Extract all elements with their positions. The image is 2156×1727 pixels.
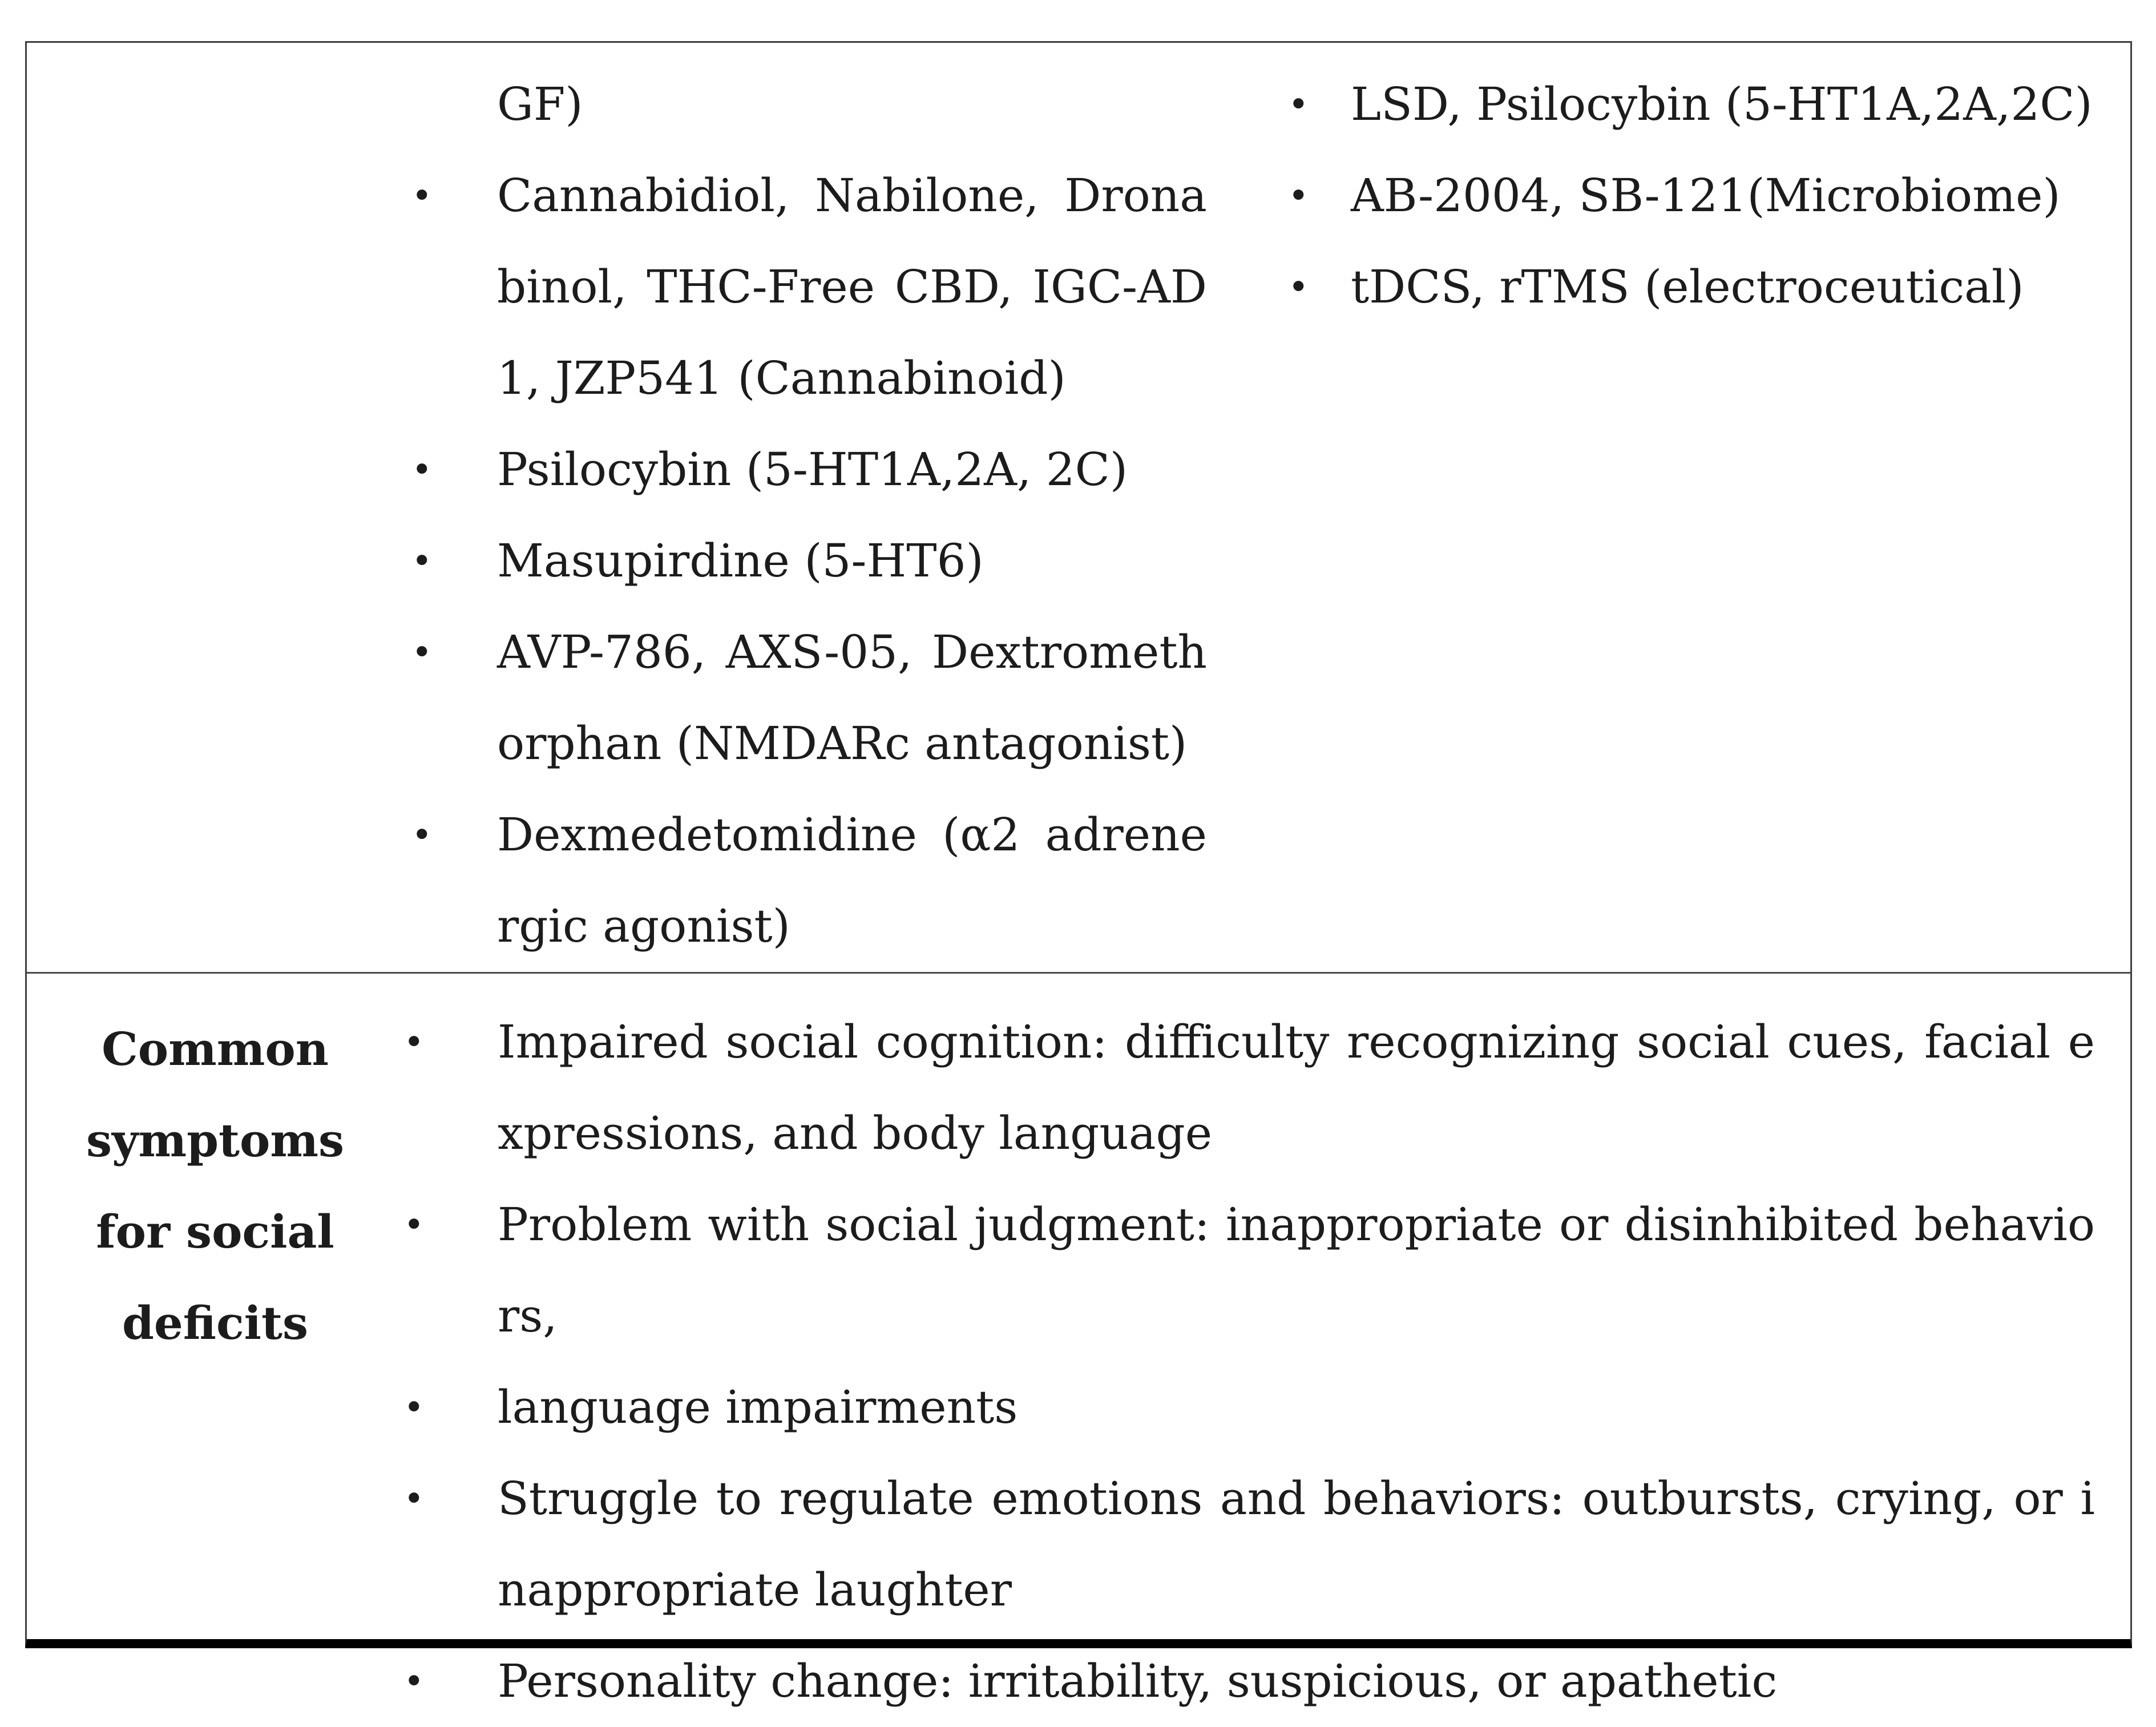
list-item <box>411 789 1214 972</box>
table-row-social-symptoms <box>27 972 2130 1708</box>
bullet-icon: • <box>403 1204 425 1245</box>
bullet-icon: • <box>411 540 433 582</box>
list-item <box>403 1636 2102 1727</box>
list-item-text: Cannabidiol, Nabilone, Dronabinol, THC-Free CBD, IGC-AD1, JZP541 (Cannabinoid) <box>497 169 1207 405</box>
treatments-symptoms-table <box>25 41 2132 1708</box>
list-item-text: Impaired social cognition: difficulty recognizing social cues, facial expressions, and body language <box>498 1015 2095 1160</box>
list-item <box>403 1179 2102 1362</box>
list-item <box>411 607 1214 789</box>
list-item <box>411 424 1214 515</box>
list-item-text: LSD, Psilocybin (5-HT1A,2A,2C) <box>1351 78 2093 131</box>
symptoms-bullet-list <box>403 996 2102 1727</box>
bullet-icon: • <box>1288 83 1309 125</box>
list-item-text: AB-2004, SB-121(Microbiome) <box>1351 169 2061 222</box>
symptoms-list-cell <box>403 996 2130 1708</box>
list-item-text: tDCS, rTMS (electroceutical) <box>1351 260 2024 313</box>
treatment-bullet-list-right <box>1288 59 2130 333</box>
list-item <box>1288 59 2130 150</box>
treatment-bullet-list-left <box>411 150 1214 972</box>
list-item <box>403 1362 2102 1453</box>
bullet-icon: • <box>403 1021 425 1063</box>
row-header-cell-empty <box>27 59 403 972</box>
bullet-icon: • <box>1288 266 1309 308</box>
list-item <box>1288 150 2130 241</box>
list-item-text: Personality change: irritability, suspicious, or apathetic <box>498 1655 1778 1708</box>
treatment-options-list-left <box>403 59 1214 972</box>
bullet-icon: • <box>411 175 433 216</box>
list-item <box>411 515 1214 607</box>
list-item-text: AVP-786, AXS-05, Dextromethorphan (NMDARc antagonist) <box>497 626 1207 770</box>
bullet-icon: • <box>403 1386 425 1428</box>
bullet-icon: • <box>1288 175 1309 216</box>
bullet-icon: • <box>403 1478 425 1519</box>
bullet-icon: • <box>411 814 433 856</box>
list-item-text: Psilocybin (5-HT1A,2A, 2C) <box>497 443 1128 496</box>
bullet-icon: • <box>411 449 433 490</box>
list-item <box>1288 241 2130 333</box>
list-item <box>403 996 2102 1179</box>
list-item-text: Masupirdine (5-HT6) <box>497 534 984 587</box>
bullet-icon: • <box>411 631 433 673</box>
treatment-options-list-right <box>1214 59 2130 972</box>
list-item-text: Problem with social judgment: inappropriate or disinhibited behaviors, <box>498 1198 2095 1342</box>
list-item-text: Dexmedetomidine (α2 adrenergic agonist) <box>497 808 1207 953</box>
list-item <box>411 150 1214 424</box>
list-item-text: Struggle to regulate emotions and behaviors: outbursts, crying, or inappropriate laughter <box>498 1472 2095 1616</box>
list-item <box>403 1453 2102 1636</box>
list-continuation-text: GF) <box>497 78 583 131</box>
bullet-icon: • <box>403 1660 425 1702</box>
row-header-social-deficits: Common symptoms for social deficits <box>86 1022 345 1350</box>
table-row-treatments <box>27 43 2130 972</box>
list-item-text: language impairments <box>498 1381 1018 1434</box>
